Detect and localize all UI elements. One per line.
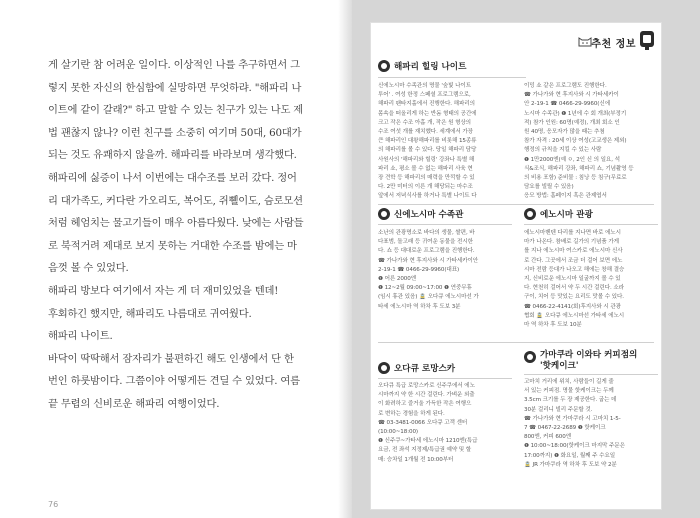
text-line: 담요를 빌릴 수 있음)	[524, 184, 574, 191]
body-line: 번인 하룻밤이다. 그쯤이야 어떻게든 견딜 수 있었다. 여름	[48, 375, 300, 388]
text-line: 의 해파리를 볼 수 있다. 당일 해파리 담당	[378, 147, 477, 154]
section-divider	[378, 342, 654, 343]
title-rule	[524, 374, 658, 375]
text-line: ❶ 1만2000엔(예 ㅇ, 2인 신 의 일요, 석	[524, 156, 620, 163]
text-line: 앞에서 저녁식사를 하거나 특별 나이트 다	[378, 193, 477, 200]
sun-icon	[378, 60, 390, 72]
title-rule	[378, 378, 512, 379]
recommendation-card	[370, 22, 662, 510]
text-line: 사원사의 '해파리와 힐링' 강좌나 특별 해	[378, 156, 475, 163]
section-title-aquarium	[378, 208, 463, 220]
text-line: 2-19-1 ☎ 0466-29-9960(대표)	[378, 266, 460, 273]
body-line: 바닥이 딱딱해서 잠자리가 불편하긴 해도 인생에서 단 한	[48, 352, 294, 365]
text-line: ❶ 신주쿠~가타세 에노시마 1210엔(특급	[378, 438, 478, 445]
text-line: 로 간다. 그곳에서 조금 더 걸어 보면 에노	[524, 257, 623, 264]
text-line: 17:00까지) ❶ 화요일, 월째 주 수요일	[524, 452, 616, 459]
cat-icon	[578, 35, 592, 47]
text-line: ❶ 어른 2000엔	[378, 276, 417, 283]
section-title-line: '핫케이크'	[540, 361, 579, 371]
text-line: 30분 걸리니 빌리 주문할 것.	[524, 406, 593, 413]
text-line: 로 변하는 경험을 하게 된다.	[378, 410, 445, 417]
text-line: 다표범, 돌고래 등 귀여운 동물을 전시한	[378, 239, 473, 246]
text-line: 안 2-19-1 ☎ 0466-29-9960(신에	[524, 101, 610, 108]
dot-icon	[378, 208, 390, 220]
section-title-text-wrap	[540, 350, 637, 372]
text-line: 시마까지 약 한 시간 걸린다. 가벼운 외출	[378, 392, 475, 399]
text-line: 800엔, 커피 600엔	[524, 434, 572, 441]
text-line: 이밍 쇼 같은 프로그램도 진행한다.	[524, 83, 607, 89]
body-line: 렇지 못한 자신의 한심함에 실망하면 무엇하랴. "해파리 나	[48, 81, 302, 94]
coffee-icon	[524, 351, 536, 363]
section-text-iwata-coffee	[524, 378, 658, 470]
text-line: 파리 쇼, 평소 볼 수 없는 해파리 사육 현	[378, 165, 473, 172]
text-line: 장 견학 등 해파리의 매력을 만끽할 수 있	[378, 175, 475, 182]
text-line: 구이, 치어 등 맛있는 요리도 맛볼 수 있다.	[524, 294, 624, 301]
text-line: 신에노시마 수족관의 명물 '숲빛 나이트	[378, 83, 472, 89]
section-title-jellyfish-night	[378, 60, 466, 72]
body-line: 리 대가족도, 커다란 가오리도, 복어도, 쥐쀌이도, 슴로모션	[48, 194, 303, 207]
text-line: 소난의 관광명소로 바다의 생물, 쌀편, 바	[378, 230, 475, 236]
text-line: 해파리 팬타지홀에서 진행한다. 해파리의	[378, 101, 475, 108]
text-line: 요금, 전 좌석 지정제/특급권 예약 및 할	[378, 447, 472, 454]
body-line: 로 북적거려 제대로 보지 못하는 거대한 수조를 밤에는 마	[48, 239, 297, 252]
section-title-romancecar	[378, 362, 455, 374]
body-line: 해파리에 싫증이 나서 이번에는 대수조를 보러 갔다. 정어	[48, 171, 297, 184]
text-line: 식&조식, 해파리 강좌, 해파리 쇼, 기념촬영 등	[524, 165, 634, 172]
text-line: 7 ☎ 0467-22-2689 ❶ 핫케이크	[524, 425, 606, 432]
text-line: 원 40명, 응모자가 많을 때는 추첨	[524, 129, 605, 136]
section-title-text: 에노시마 관광	[540, 210, 593, 220]
section-text-aquarium	[378, 229, 520, 312]
body-line: 되는 것도 유쾌하지 않을까. 해파리를 바라보며 생각했다.	[48, 149, 297, 162]
section-text-enoshima-tour	[524, 229, 658, 330]
eye-icon	[524, 208, 536, 220]
body-line: 게 살기란 참 어려운 일이다. 이상적인 나를 추구하면서 그	[48, 59, 300, 71]
title-rule	[378, 224, 512, 225]
text-line: 크고 작은 수조 아홉 개, 작은 원 형상의	[378, 119, 471, 126]
text-line: 지, 신비로운 에노시마 일굴까지 볼 수 있	[524, 276, 621, 283]
right-page	[352, 0, 700, 518]
body-line: 후회하긴 했지만, 해파리도 나름대로 귀여웠다.	[48, 307, 252, 320]
section-title-text: 신에노시마 수족관	[394, 210, 464, 220]
train-icon	[378, 362, 390, 374]
body-line: 끝 무렵의 신비로운 해파리 여행이었다.	[48, 397, 220, 410]
section-divider	[378, 204, 654, 205]
text-line: 오다큐 특급 로망스카로 신주쿠에서 에노	[378, 383, 475, 389]
text-line: ☎ 가나가와 현 후지사와 시 가타세카이안	[378, 257, 479, 264]
text-line: 이 화려하고 즐거울 가득한 작은 여행으	[378, 401, 472, 408]
text-line: 협회 🚊 오다큐 에노시마선 가타세 에노시	[524, 312, 625, 319]
section-title-iwata-coffee	[524, 350, 637, 372]
page-number: 76	[48, 500, 59, 509]
text-line: 마가 나온다. 참배로 길가의 기념품 가게	[524, 239, 619, 246]
text-line: ☎ 03-3481-0066 오다큐 고객 센터	[378, 419, 468, 426]
text-line: 다. 현천히 걸어서 약 두 시간 걸린다. 소라	[524, 285, 624, 292]
book-gutter	[338, 0, 352, 518]
text-line: 몸속을 떠올리게 하는 반돔 형태의 공간에	[378, 110, 477, 117]
text-line: 서 있는 커피점. 명물 핫케이크는 두께	[524, 388, 614, 395]
text-line: 3.5cm 크기를 두 장 제공한다. 굽는 데	[524, 397, 617, 404]
pin-icon	[638, 30, 656, 50]
section-text-jellyfish-night-col2	[524, 82, 658, 202]
card-header-title: 추천 정보	[591, 39, 636, 50]
text-line: (10:00~18:00)	[378, 429, 418, 436]
section-title-text: 해파리 힐링 나이트	[394, 62, 467, 72]
essay-body	[48, 54, 330, 416]
text-line: 고마치 거리에 위치, 사람들이 길게 줄	[524, 379, 614, 385]
text-line: 투어' . 여성 한정 스페셜 프로그램으로,	[378, 92, 471, 99]
body-line: 음껏 볼 수 있었다.	[48, 262, 129, 275]
section-title-text: 오다큐 로망스카	[394, 364, 456, 374]
text-line: ❶ 10:00~18:00(핫케이크 마지막 주문은	[524, 443, 625, 450]
body-line: 처럼 헤엄치는 물고기들이 매우 아름다웠다. 낮에는 사람들	[48, 217, 304, 230]
section-title-enoshima-tour	[524, 208, 593, 220]
text-line: 노시마 수족관) ❶ 1년에 수 회 개최(부정기	[524, 110, 627, 117]
text-line: 큰 해파리인 대왕해파리를 비롯해 15종류	[378, 138, 477, 145]
body-line: 법 괜찮지 않나? 이런 친구를 소중히 여기며 50대, 60대가	[48, 126, 302, 139]
text-line: 다. 쇼 등 대대로운 프로그램을 진행한다.	[378, 248, 475, 255]
text-line: 행정의 규칙을 지킬 수 있는 사람	[524, 147, 602, 154]
text-line: 마 역 하차 후 도보 10분	[524, 322, 582, 329]
section-text-jellyfish-night-col1	[378, 82, 520, 202]
text-line: 참가 자격 : 20세 이상 여성(고교생은 제외)	[524, 138, 627, 145]
text-line: 🚊 JR 가마쿠라 역 하차 후 도보 약 2분	[524, 461, 617, 468]
text-line: ☎ 가나가와 현 가마쿠라 시 고마치 1-5-	[524, 415, 621, 422]
text-line: 시마 전람 등대가 나오고 해에는 창해 결승	[524, 266, 625, 273]
title-rule	[378, 77, 526, 78]
text-line: 다. 2만 미터의 이른 개 해당되는 마수조	[378, 184, 473, 191]
section-title-line: 가마쿠라 이와타 커피점의	[540, 350, 638, 360]
text-line: 타세 에노시마 역 하차 후 도보 3분	[378, 303, 461, 310]
text-line: 의 비용 포함) 준비물 : 침낭 등 침구(무료로	[524, 175, 627, 182]
text-line: ☎ 0466-22-4141(회)후지사와 시 관광	[524, 303, 621, 310]
title-rule	[524, 224, 658, 225]
body-line: 해파리 나이트.	[48, 330, 113, 343]
body-line: 이트에 같이 갈래?" 하고 말할 수 있는 친구가 있는 나도 제	[48, 104, 304, 117]
section-text-romancecar	[378, 382, 520, 465]
text-line: ❶ 12~2월 09:00~17:00 ❶ 연중무휴	[378, 285, 472, 292]
text-line: 수조 여섯 개를 재치했다. 세계에서 가장	[378, 129, 473, 136]
text-line: 응모 방법: 홈페이지 혹은 관제엽서	[524, 193, 607, 200]
text-line: ☎ 가나가와 현 후지사와 시 가타세카이	[524, 92, 619, 99]
text-line: 를 지나 에노시마 여스카로 에노시마 신사	[524, 248, 623, 255]
text-line: 매: 승차일 1개월 전 10:00부터	[378, 456, 454, 463]
body-line: 해파리 방보다 여기에서 자는 게 더 재미있었을 텐데!	[48, 284, 279, 297]
text-line: 적) 참가 인원: 60명(예정), 개최 회소 인	[524, 119, 620, 126]
text-line: (임시 휴관 있음) 🚊 오다큐 에노시마선 가	[378, 294, 479, 301]
text-line: 에노시마벤텐 다리를 지나면 바로 에노시	[524, 230, 621, 236]
